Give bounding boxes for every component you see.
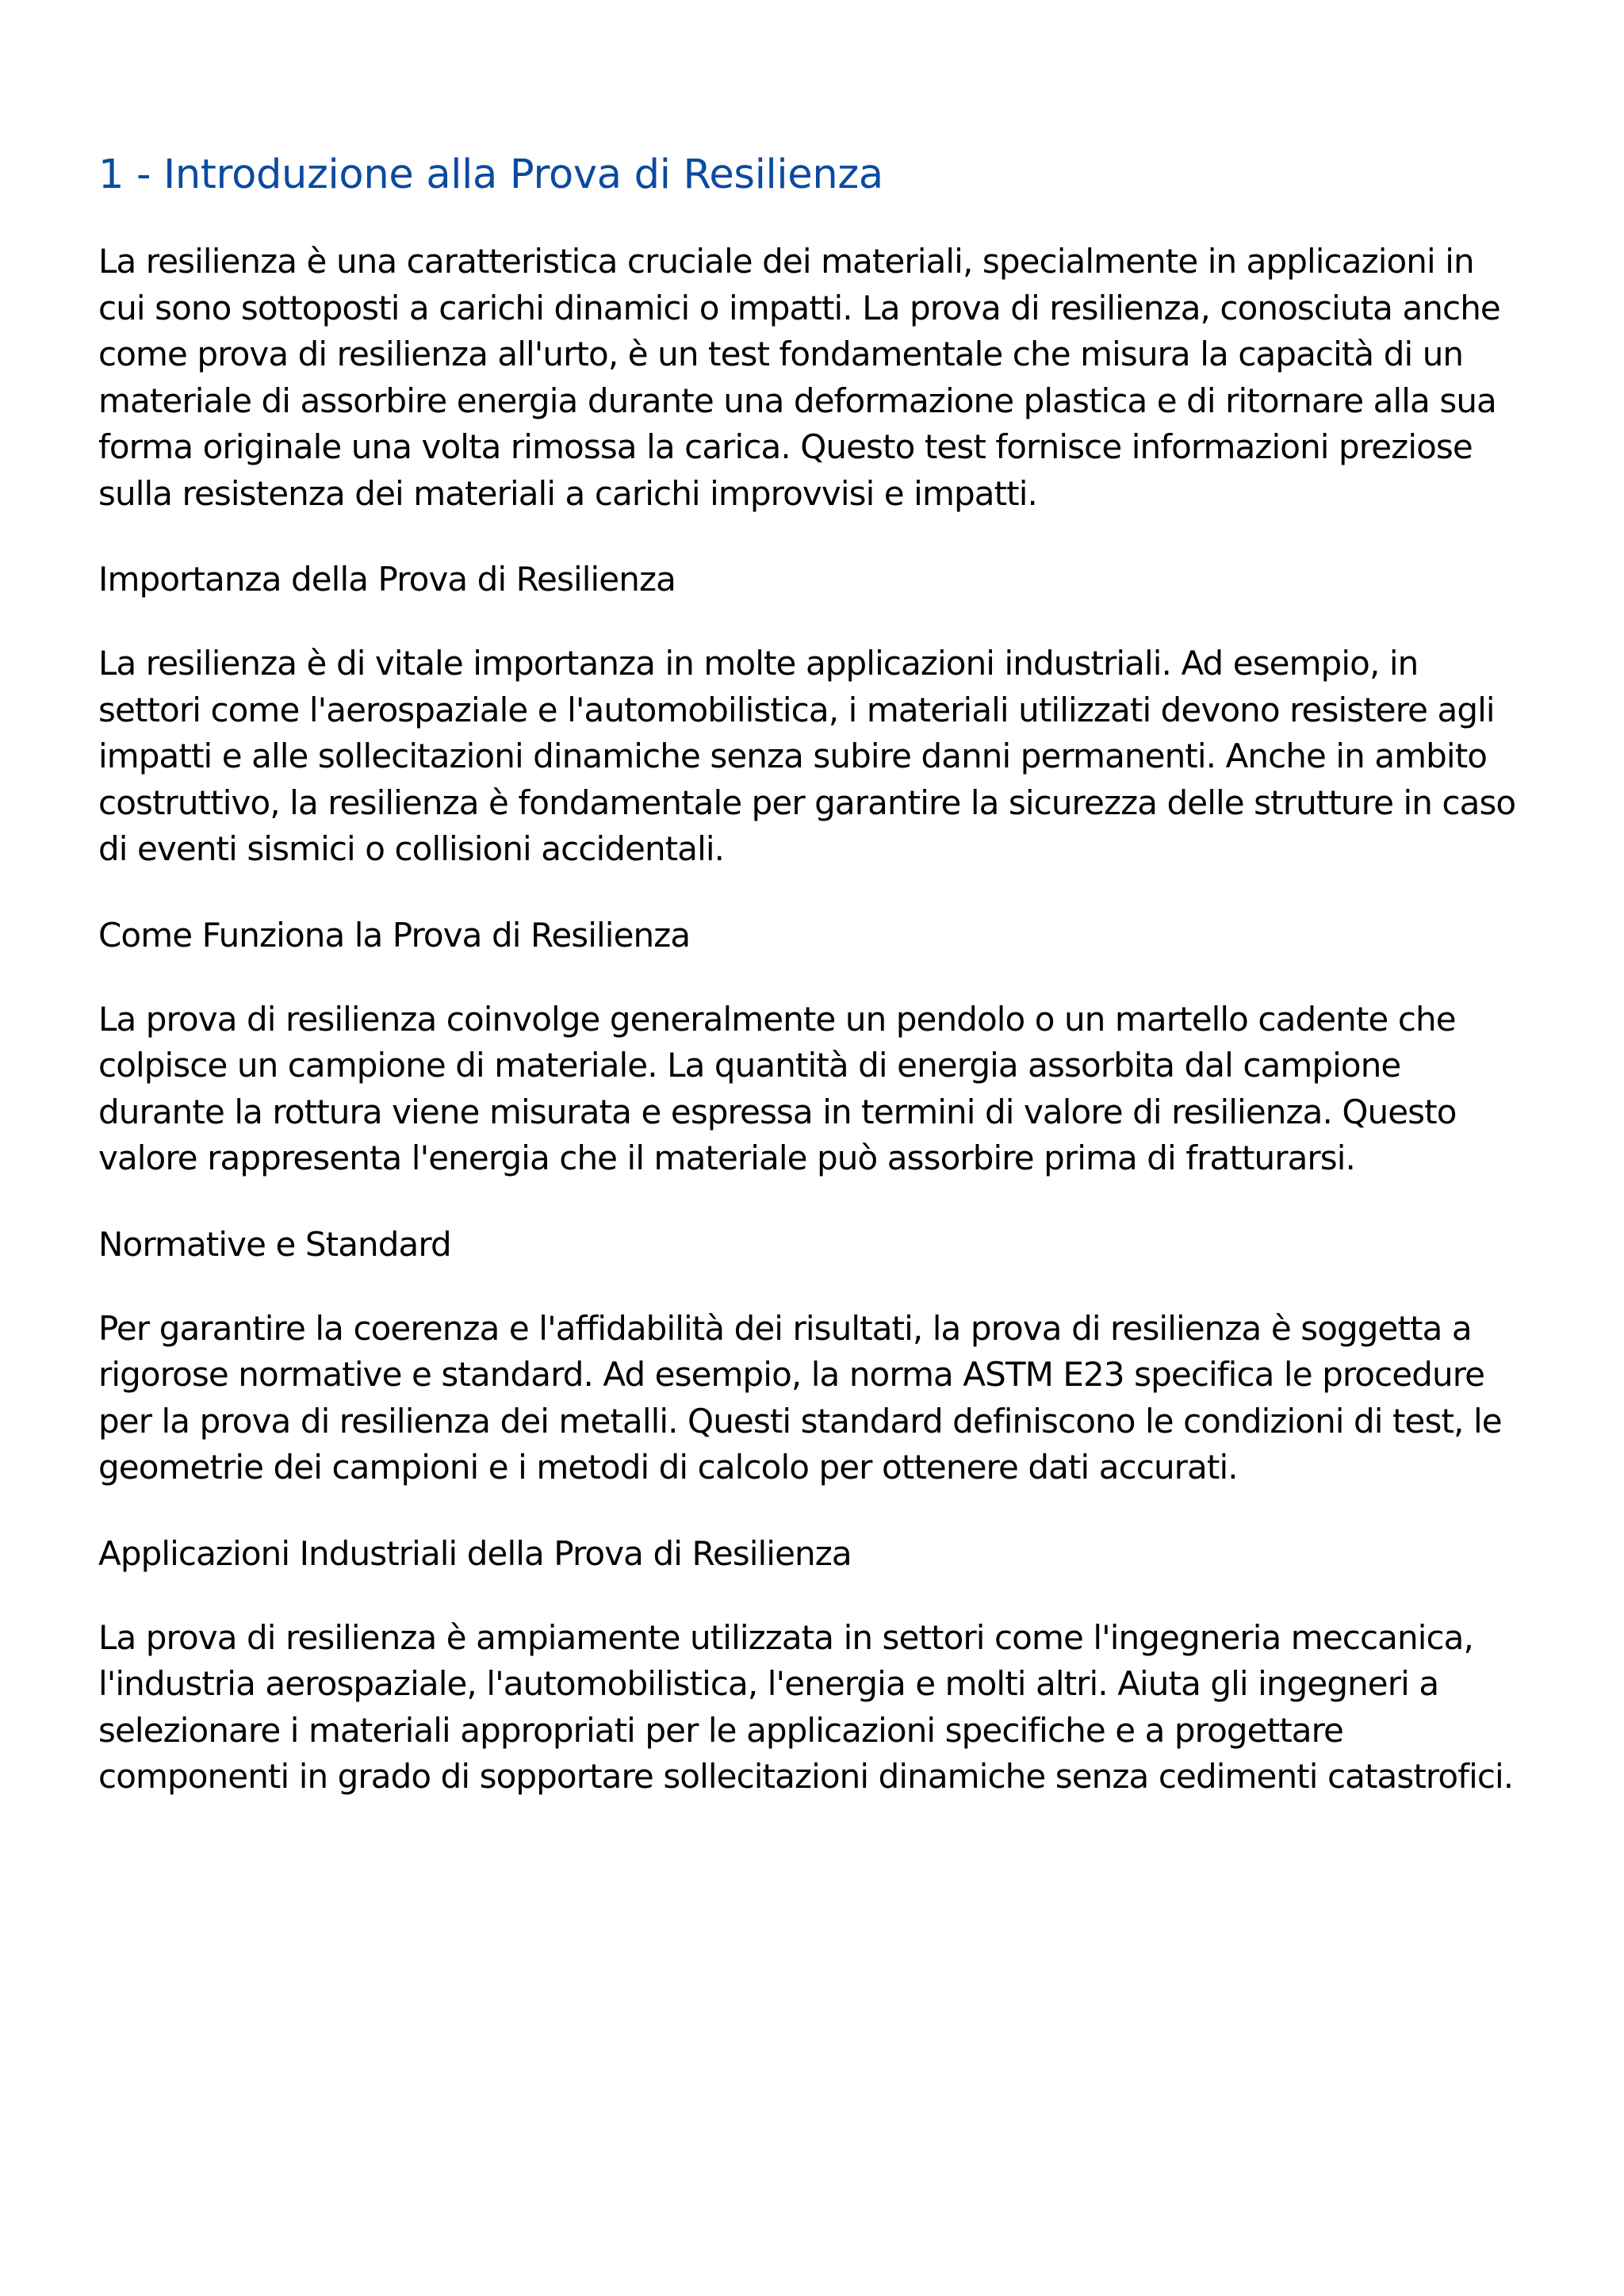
document-page: [98, 151, 1526, 1840]
intro-paragraph: La resilienza è una caratteristica cruciale dei materiali, specialmente in applicazioni in cui sono sottoposti a carichi dinamici o impatti. La prova di resilienza, conosciuta anche come prova di resilienza all'urto, è un test fondamentale che misura la capacità di un materiale di assorbire energia durante una deformazione plastica e di ritornare alla sua forma originale una volta rimossa la carica. Questo test fornisce informazioni preziose sulla resistenza dei materiali a carichi improvvisi e impatti.: [98, 242, 1500, 513]
section-heading-applicazioni: Applicazioni Industriali della Prova di Resilienza: [98, 1533, 852, 1573]
section-heading-normative: Normative e Standard: [98, 1224, 451, 1264]
section-body-come-funziona: La prova di resilienza coinvolge generalmente un pendolo o un martello cadente che colpisce un campione di materiale. La quantità di energia assorbita dal campione durante la rottura viene misurata e espressa in termini di valore di resilienza. Questo valore rappresenta l'energia che il materiale può assorbire prima di fratturarsi.: [98, 999, 1457, 1178]
section-body-importanza: La resilienza è di vitale importanza in molte applicazioni industriali. Ad esempio, in settori come l'aerospaziale e l'automobilistica, i materiali utilizzati devono resistere agli impatti e alle sollecitazioni dinamiche senza subire danni permanenti. Anche in ambito costruttivo, la resilienza è fondamentale per garantire la sicurezza delle strutture in caso di eventi sismici o collisioni accidentali.: [98, 644, 1516, 869]
section-heading-come-funziona: Come Funziona la Prova di Resilienza: [98, 915, 691, 955]
section-heading-importanza: Importanza della Prova di Resilienza: [98, 560, 676, 599]
document-title: 1 - Introduzione alla Prova di Resilienza: [98, 151, 883, 198]
section-body-applicazioni: La prova di resilienza è ampiamente utilizzata in settori come l'ingegneria meccanica, l'industria aerospaziale, l'automobilistica, l'energia e molti altri. Aiuta gli ingegneri a selezionare i materiali appropriati per le applicazioni specifiche e a progettare componenti in grado di sopportare sollecitazioni dinamiche senza cedimenti catastrofici.: [98, 1617, 1514, 1797]
section-body-normative: Per garantire la coerenza e l'affidabilità dei risultati, la prova di resilienza è soggetta a rigorose normative e standard. Ad esempio, la norma ASTM E23 specifica le procedure per la prova di resilienza dei metalli. Questi standard definiscono le condizioni di test, le geometrie dei campioni e i metodi di calcolo per ottenere dati accurati.: [98, 1308, 1502, 1487]
